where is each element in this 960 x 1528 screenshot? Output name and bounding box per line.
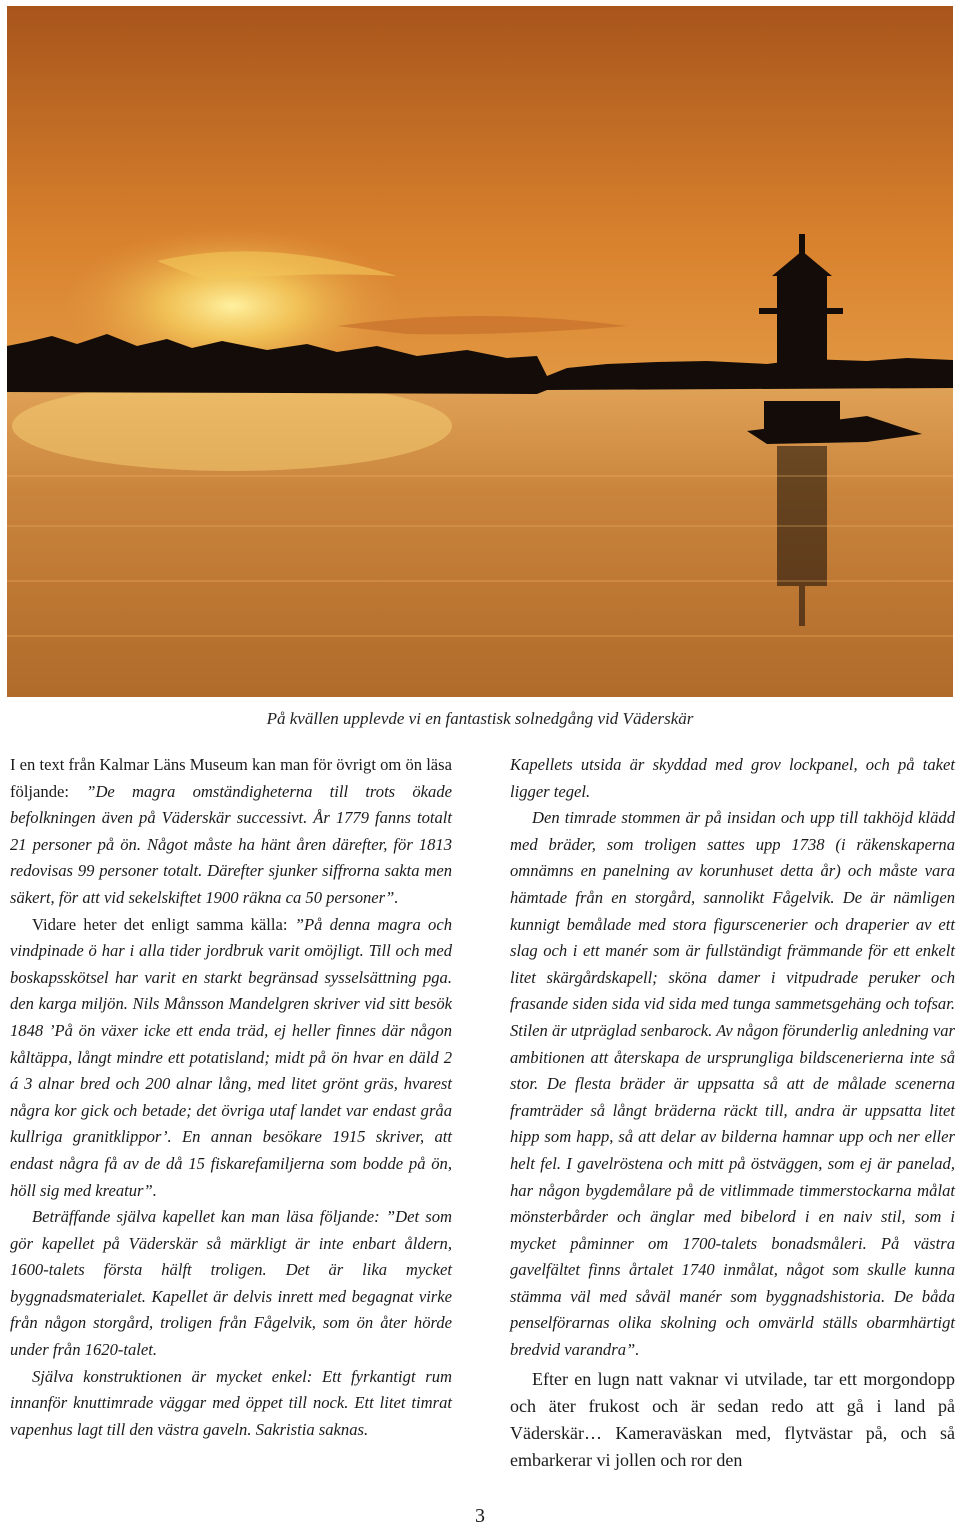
paragraph: Efter en lugn natt vaknar vi utvilade, tar ett morgondopp och äter frukost och är sedan redo att gå i land på Väderskär… Kameraväskan med, flytvästar på, och så embarkerar vi jollen och ror den <box>510 1368 955 1470</box>
page-number: 3 <box>475 1505 485 1527</box>
sunset-lighthouse-icon <box>7 6 953 697</box>
paragraph: Den timrade stommen är på insidan och upp till takhöjd klädd med bräder, som troligen sattes upp 1738 (i räkenskaperna omnämns en panelning av korunhuset detta år) och måste vara hämtade från en storgård, sannolikt Fågelvik. De är nämligen kunnigt bemålade med stora figurscenerier och draperier av ett slag och i ett manér som är fullständigt främmande för ett enkelt litet skärgårdskapell; sköna damer i vitpudrade peruker och frasande siden sida vid sida med tunga sammetsgehäng och tofsar. Stilen är utpräglad senbarock. Av någon förunderlig anledning var ambitionen att återskapa de ursprungliga bildscenerierna inte så stor. De flesta bräder är uppsatta så att de målade scenerna framträder så långt bräderna räckt till, andra är uppsatta litet hipp som happ, så att delar av bilderna hamnar upp och ner eller helt fel. I gavelröstena och mitt på östväggen, som ej är panelad, har någon bygdemålare på de vitlimmade timmerstockarna målat mönsterbårder och änglar med bibelord i en naiv stil, som i mycket påminner om 1700-talets bonadsmåleri. På västra gavelfältet finns årtalet 1740 inmålat, något som skulle kunna stämma väl med såväl manér som byggnadshistoria. De båda penselförarnas olika skolning och omvärld ställs obarmhärtigt bredvid varandra”. <box>510 808 955 1360</box>
paragraph: Kapellets utsida är skyddad med grov lockpanel, och på taket ligger tegel. <box>510 755 955 801</box>
right-column <box>510 752 955 1474</box>
paragraph: Beträffande själva kapellet kan man läsa följande: ”Det som gör kapellet på Väderskär så märkligt är inte enbart åldern, 1600-talets första hälft troligen. Det är lika mycket byggnadsmaterialet. Kapellet är delvis inrett med begagnat virke från någon storgård, troligen från Fågelvik, som ön åter hörde under från 1620-talet. <box>10 1207 452 1360</box>
photo-caption: På kvällen upplevde vi en fantastisk solnedgång vid Väderskär <box>266 709 694 728</box>
left-column <box>10 752 452 1443</box>
paragraph: Vidare heter det enligt samma källa: ”På denna magra och vindpinade ö har i alla tider jordbruk varit omöjligt. Till och med boskapsskötsel har varit en starkt begränsad sysselsättning pga. den karga miljön. Nils Månsson Mandelgren skriver vid sitt besök 1848 ’På ön växer icke ett enda träd, ej heller finnes där någon kåltäppa, långt mindre ett potatisland; midt på ön hvar en däld 2 á 3 alnar bred och 200 alnar lång, med litet grönt gräs, hvarest några kor gick och betade; det övriga utaf landet var endast gråa kullriga granitklippor’. En annan besökare 1915 skriver, att endast några få av de då 15 fiskarefamiljerna som bodde på ön, höll sig med kreatur”. <box>10 914 452 1200</box>
paragraph: I en text från Kalmar Läns Museum kan man för övrigt om ön läsa följande: ”De magra omständigheterna till trots ökade befolkningen även på Väderskär successivt. År 1779 fanns totalt 21 personer på ön. Något måste ha hänt åren därefter, för 1813 redovisas 99 personer totalt. Därefter sjunker siffrorna sakta men säkert, för att vid sekelskiftet 1900 räkna ca 50 personer”. <box>10 755 452 907</box>
sunset-lighthouse-photo <box>7 6 953 697</box>
paragraph: Själva konstruktionen är mycket enkel: Ett fyrkantigt rum innanför knuttimrade väggar med öppet till nock. Ett litet timrat vapenhus lagt till den västra gaveln. Sakristia saknas. <box>10 1366 452 1439</box>
